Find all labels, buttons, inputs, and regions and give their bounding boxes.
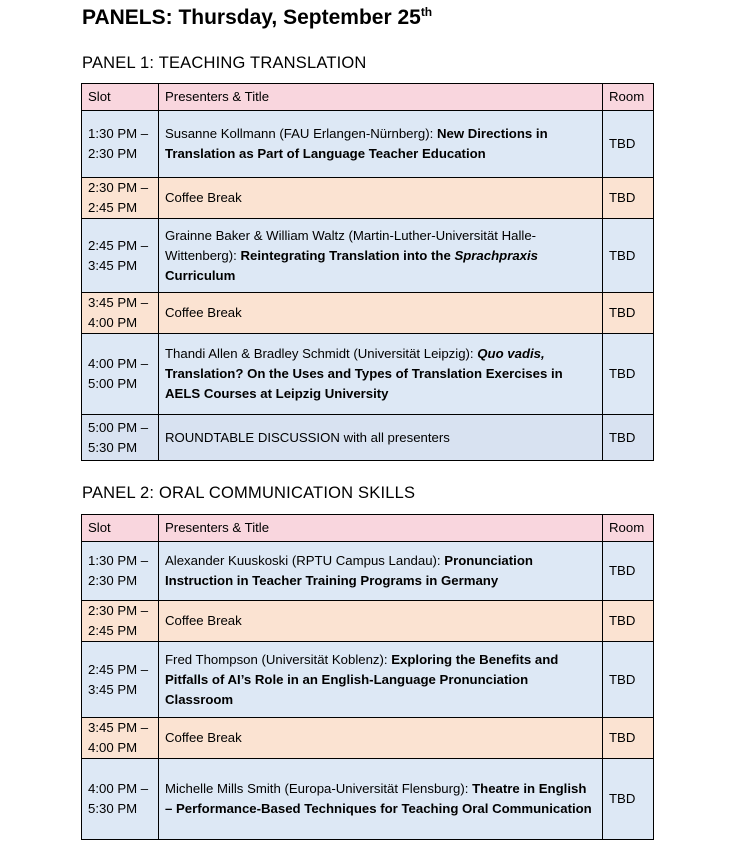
slot-start: 4:00 PM – [88,781,149,796]
panel-1-heading: PANEL 1: TEACHING TRANSLATION [82,54,367,72]
slot-cell [82,219,159,293]
slot-cell [82,111,159,178]
table-header-row [82,84,654,111]
slot-end: 4:00 PM [88,740,138,755]
talk-title-italic: Quo vadis, [477,346,545,361]
column-header-slot: Slot [82,84,159,111]
break-label: Coffee Break [159,178,603,219]
room-cell: TBD [603,642,654,718]
table-row [82,542,654,601]
presenter-names: Grainne Baker & William Waltz (Martin-Luther-Universität Halle-Wittenberg): [165,227,537,263]
room-cell: TBD [603,415,654,461]
talk-title: Pronunciation Instruction in Teacher Training Programs in Germany [165,553,533,588]
slot-start: 2:30 PM – [88,180,149,195]
column-header-slot: Slot [82,515,159,542]
slot-start: 1:30 PM – [88,126,149,141]
slot-cell [82,542,159,601]
page-title [82,6,432,30]
roundtable-cell [159,415,603,461]
room-cell: TBD [603,334,654,415]
panel-1-table [81,83,654,461]
room-cell: TBD [603,293,654,334]
slot-cell [82,293,159,334]
slot-end: 2:45 PM [88,623,138,638]
slot-start: 2:30 PM – [88,603,149,618]
slot-end: 2:30 PM [88,573,138,588]
slot-end: 2:30 PM [88,146,138,161]
slot-end: 4:00 PM [88,315,138,330]
column-header-presenters: Presenters & Title [159,84,603,111]
talk-title: New Directions in Translation as Part of Language Teacher Education [165,126,548,161]
table-row [82,293,654,334]
slot-end: 2:45 PM [88,200,138,215]
table-row [82,601,654,642]
slot-end: 5:00 PM [88,376,138,391]
room-cell: TBD [603,219,654,293]
presenter-names: Thandi Allen & Bradley Schmidt (Universität Leipzig): [165,346,474,361]
presenter-names: Susanne Kollmann (FAU Erlangen-Nürnberg): [165,126,434,141]
presenters-cell [159,334,603,415]
slot-end: 5:30 PM [88,801,138,816]
slot-cell [82,415,159,461]
break-label: Coffee Break [159,718,603,759]
table-row [82,334,654,415]
presenters-cell [159,759,603,840]
table-row [82,219,654,293]
talk-title-part: Curriculum [165,267,236,283]
slot-cell [82,334,159,415]
table-header-row [82,515,654,542]
presenters-cell [159,542,603,601]
table-row [82,178,654,219]
slot-start: 2:45 PM – [88,661,149,677]
slot-start: 3:45 PM – [88,720,149,735]
talk-title: Exploring the Benefits and Pitfalls of AI’s Role in an English-Language Pronunciation Classroom [165,651,559,707]
room-cell: TBD [603,178,654,219]
slot-cell [82,178,159,219]
slot-start: 2:45 PM – [88,237,149,253]
page-title-text: PANELS: Thursday, September 25 [82,6,421,29]
table-row [82,111,654,178]
table-row [82,718,654,759]
column-header-room: Room [603,84,654,111]
presenters-cell [159,111,603,178]
presenter-names: Alexander Kuuskoski (RPTU Campus Landau): [165,553,441,568]
column-header-room: Room [603,515,654,542]
table-row [82,759,654,840]
talk-title: Theatre in English – Performance-Based Techniques for Teaching Oral Communication [165,781,592,816]
table-row [82,415,654,461]
room-cell: TBD [603,601,654,642]
presenters-cell [159,219,603,293]
slot-start: 3:45 PM – [88,295,149,310]
slot-start: 1:30 PM – [88,553,149,568]
slot-cell [82,718,159,759]
room-cell: TBD [603,542,654,601]
roundtable-note: with all presenters [343,429,450,445]
panel-2-table [81,514,654,840]
slot-end: 3:45 PM [88,257,138,273]
talk-title-italic: Sprachpraxis [454,247,539,263]
page-title-superscript: th [420,5,433,19]
slot-end: 5:30 PM [88,439,138,455]
presenter-names: Michelle Mills Smith (Europa-Universität Flensburg): [165,781,469,796]
presenters-cell [159,642,603,718]
slot-cell [82,601,159,642]
slot-end: 3:45 PM [88,681,138,697]
room-cell: TBD [603,111,654,178]
talk-title-part: Reintegrating Translation into the [240,247,451,263]
presenter-names: Fred Thompson (Universität Koblenz): [165,651,388,667]
room-cell: TBD [603,718,654,759]
slot-start: 4:00 PM – [88,356,149,371]
table-row [82,642,654,718]
slot-cell [82,759,159,840]
slot-cell [82,642,159,718]
room-cell: TBD [603,759,654,840]
roundtable-label: ROUNDTABLE DISCUSSION [165,429,340,445]
panel-2-heading: PANEL 2: ORAL COMMUNICATION SKILLS [82,484,416,502]
break-label: Coffee Break [159,601,603,642]
break-label: Coffee Break [159,293,603,334]
talk-title-part: Translation? On the Uses and Types of Translation Exercises in AELS Courses at Leipzig University [165,366,563,401]
slot-start: 5:00 PM – [88,419,149,435]
column-header-presenters: Presenters & Title [159,515,603,542]
